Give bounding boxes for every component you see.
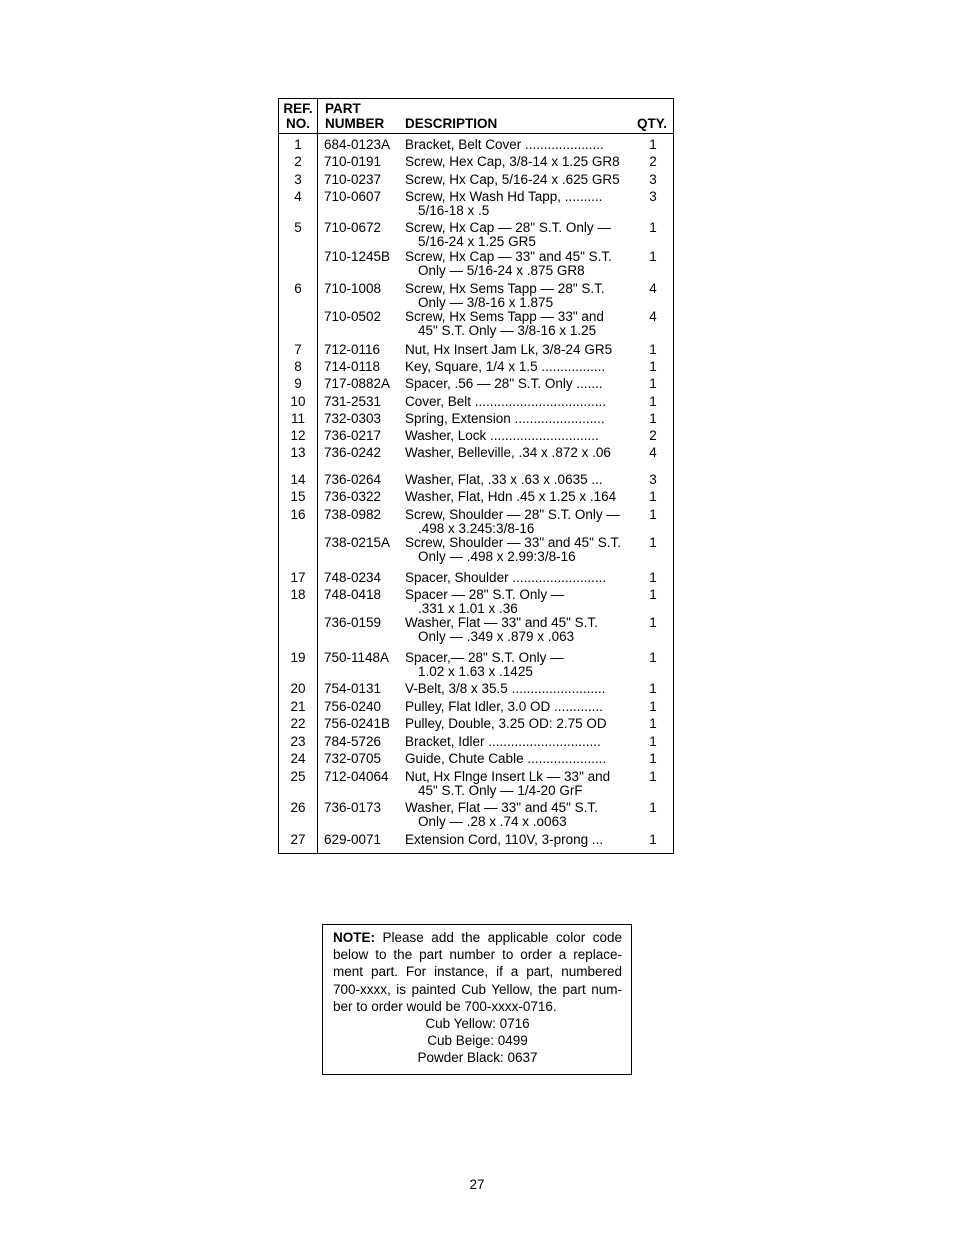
part-number: 710-0191 — [324, 154, 382, 169]
ref-number: 18 — [290, 587, 306, 602]
description-continuation: Only — 3/8-16 x 1.875 — [418, 295, 554, 310]
part-description — [405, 682, 640, 696]
description-line: Bracket, Belt Cover ..................... — [405, 137, 604, 152]
ref-number: 24 — [290, 751, 306, 766]
description-continuation: .498 x 3.245:3/8-16 — [418, 521, 535, 536]
column-divider — [317, 99, 318, 853]
quantity: 3 — [649, 172, 657, 187]
description-line: Spring, Extension ........................ — [405, 411, 605, 426]
ref-number: 16 — [290, 507, 306, 522]
description-continuation: 5/16-18 x .5 — [418, 203, 490, 218]
part-number: 748-0234 — [324, 570, 382, 585]
quantity: 1 — [649, 699, 657, 714]
description-continuation: Only — .498 x 2.99:3/8-16 — [418, 549, 576, 564]
quantity: 1 — [649, 832, 657, 847]
ref-number: 11 — [290, 411, 305, 426]
ref-number: 5 — [294, 220, 302, 235]
description-line: Pulley, Flat Idler, 3.0 OD ............. — [405, 699, 603, 714]
part-description — [405, 752, 640, 766]
note-box — [322, 924, 632, 1075]
part-number: 738-0982 — [324, 507, 382, 522]
part-description — [405, 770, 640, 798]
description-continuation: Only — 5/16-24 x .875 GR8 — [418, 263, 585, 278]
description-line: Screw, Hx Sems Tapp — 33" and — [405, 309, 604, 324]
description-continuation: 45" S.T. Only — 1/4-20 GrF — [418, 783, 583, 798]
header-part-line1: PART — [325, 101, 361, 116]
description-line: Nut, Hx Flnge Insert Lk — 33" and — [405, 769, 611, 784]
description-line: Spacer — 28" S.T. Only — — [405, 587, 565, 602]
quantity: 1 — [649, 394, 657, 409]
part-description — [405, 571, 640, 585]
part-number: 710-0237 — [324, 172, 382, 187]
header-description: DESCRIPTION — [405, 116, 498, 131]
ref-number: 2 — [294, 154, 302, 169]
quantity: 1 — [649, 570, 657, 585]
quantity: 1 — [649, 587, 657, 602]
ref-number: 26 — [290, 800, 306, 815]
description-line: Washer, Flat, Hdn .45 x 1.25 x .164 — [405, 489, 617, 504]
quantity: 3 — [649, 189, 657, 204]
part-number: 710-0502 — [324, 309, 382, 324]
part-number: 754-0131 — [324, 681, 382, 696]
page-number: 27 — [469, 1177, 485, 1192]
part-number: 736-0322 — [324, 489, 382, 504]
description-continuation: 5/16-24 x 1.25 GR5 — [418, 234, 536, 249]
part-description — [405, 473, 640, 487]
description-line: Cover, Belt ................................... — [405, 394, 607, 409]
part-description — [405, 735, 640, 749]
part-description — [405, 717, 640, 731]
part-description — [405, 173, 640, 187]
ref-number: 20 — [290, 681, 306, 696]
quantity: 4 — [649, 445, 657, 460]
quantity: 1 — [649, 535, 657, 550]
description-continuation: .331 x 1.01 x .36 — [418, 601, 518, 616]
part-description — [405, 536, 640, 564]
ref-number: 3 — [294, 172, 302, 187]
description-line: Washer, Flat, .33 x .63 x .0635 ... — [405, 472, 603, 487]
ref-number: 19 — [290, 650, 306, 665]
quantity: 1 — [649, 342, 657, 357]
part-number: 736-0264 — [324, 472, 382, 487]
part-description — [405, 221, 640, 249]
ref-number: 9 — [294, 376, 302, 391]
description-continuation: 1.02 x 1.63 x .1425 — [418, 664, 533, 679]
part-number: 710-0607 — [324, 189, 382, 204]
ref-number: 13 — [290, 445, 306, 460]
quantity: 1 — [649, 751, 657, 766]
part-description — [405, 377, 640, 391]
ref-number: 25 — [290, 769, 306, 784]
description-line: Screw, Hex Cap, 3/8-14 x 1.25 GR8 — [405, 154, 620, 169]
ref-number: 8 — [294, 359, 302, 374]
part-description — [405, 833, 640, 847]
part-description — [405, 508, 640, 536]
color-code-black: Powder Black: 0637 — [417, 1050, 538, 1066]
description-line: Nut, Hx Insert Jam Lk, 3/8-24 GR5 — [405, 342, 613, 357]
part-number: 756-0241B — [324, 716, 391, 731]
ref-number: 27 — [290, 832, 306, 847]
ref-number: 10 — [290, 394, 306, 409]
description-line: Screw, Hx Sems Tapp — 28" S.T. — [405, 281, 605, 296]
color-code-yellow: Cub Yellow: 0716 — [425, 1016, 530, 1032]
description-line: Screw, Shoulder — 28" S.T. Only — — [405, 507, 620, 522]
ref-number: 14 — [290, 472, 306, 487]
quantity: 1 — [649, 769, 657, 784]
part-number: 717-0882A — [324, 376, 391, 391]
ref-number: 23 — [290, 734, 306, 749]
quantity: 1 — [649, 681, 657, 696]
header-part-number — [325, 101, 384, 131]
ref-number: 4 — [294, 189, 302, 204]
part-number: 629-0071 — [324, 832, 382, 847]
part-number: 732-0705 — [324, 751, 382, 766]
ref-number: 21 — [290, 699, 306, 714]
part-description — [405, 395, 640, 409]
part-description — [405, 588, 640, 616]
description-line: Extension Cord, 110V, 3-prong ... — [405, 832, 604, 847]
quantity: 4 — [649, 281, 657, 296]
part-description — [405, 190, 640, 218]
quantity: 3 — [649, 472, 657, 487]
part-number: 712-04064 — [324, 769, 389, 784]
description-line: Spacer,— 28" S.T. Only — — [405, 650, 564, 665]
note-text: Please add the applicable color code below to the part number to order a replace-ment part. For instance, if a part, numbered 700-xxxx, is painted Cub Yellow, the part num-ber to order would be 700-xxxx-0716. — [333, 930, 622, 1014]
part-number: 731-2531 — [324, 394, 382, 409]
quantity: 1 — [649, 734, 657, 749]
part-number: 748-0418 — [324, 587, 382, 602]
part-number: 714-0118 — [324, 359, 381, 374]
description-line: Spacer, Shoulder ......................... — [405, 570, 607, 585]
header-ref — [279, 101, 317, 131]
part-number: 784-5726 — [324, 734, 382, 749]
quantity: 1 — [649, 615, 657, 630]
description-continuation: Only — .349 x .879 x .063 — [418, 629, 575, 644]
part-description — [405, 616, 640, 644]
part-number: 684-0123A — [324, 137, 391, 152]
description-line: Washer, Flat — 33" and 45" S.T. — [405, 615, 598, 630]
description-line: Screw, Hx Wash Hd Tapp, .......... — [405, 189, 603, 204]
part-description — [405, 310, 640, 338]
part-number: 738-0215A — [324, 535, 391, 550]
description-line: V-Belt, 3/8 x 35.5 ......................... — [405, 681, 606, 696]
ref-number: 17 — [290, 570, 306, 585]
part-description — [405, 700, 640, 714]
ref-number: 1 — [294, 137, 302, 152]
part-description — [405, 343, 640, 357]
part-description — [405, 155, 640, 169]
description-line: Guide, Chute Cable ..................... — [405, 751, 607, 766]
quantity: 1 — [649, 507, 657, 522]
part-number: 750-1148A — [324, 650, 390, 665]
description-line: Screw, Hx Cap — 28" S.T. Only — — [405, 220, 611, 235]
description-line: Key, Square, 1/4 x 1.5 ................. — [405, 359, 606, 374]
ref-number: 15 — [290, 489, 306, 504]
part-number: 756-0240 — [324, 699, 382, 714]
part-number: 710-1008 — [324, 281, 382, 296]
part-description — [405, 138, 640, 152]
quantity: 4 — [649, 309, 657, 324]
header-ref-line1: REF. — [283, 101, 313, 116]
description-continuation: Only — .28 x .74 x .o063 — [418, 814, 567, 829]
header-qty: QTY. — [637, 116, 668, 131]
header-ref-line2: NO. — [285, 116, 310, 131]
quantity: 1 — [649, 376, 657, 391]
color-code-beige: Cub Beige: 0499 — [427, 1033, 528, 1049]
part-number: 712-0116 — [324, 342, 381, 357]
header-part-line2: NUMBER — [325, 116, 385, 131]
description-line: Screw, Shoulder — 33" and 45" S.T. — [405, 535, 621, 550]
quantity: 1 — [649, 489, 657, 504]
part-description — [405, 250, 640, 278]
ref-number: 22 — [290, 716, 306, 731]
ref-number: 12 — [290, 428, 306, 443]
part-description — [405, 360, 640, 374]
quantity: 1 — [649, 716, 657, 731]
quantity: 1 — [649, 249, 657, 264]
quantity: 1 — [649, 220, 657, 235]
note-paragraph — [333, 929, 622, 1015]
description-continuation: 45" S.T. Only — 3/8-16 x 1.25 — [418, 323, 597, 338]
part-description — [405, 490, 640, 504]
ref-number: 6 — [294, 281, 302, 296]
part-number: 736-0159 — [324, 615, 382, 630]
quantity: 1 — [649, 800, 657, 815]
quantity: 1 — [649, 137, 657, 152]
part-number: 736-0217 — [324, 428, 382, 443]
description-line: Washer, Flat — 33" and 45" S.T. — [405, 800, 598, 815]
description-line: Bracket, Idler .............................. — [405, 734, 601, 749]
ref-number: 7 — [294, 342, 302, 357]
description-line: Washer, Belleville, .34 x .872 x .06 — [405, 445, 611, 460]
description-line: Screw, Hx Cap, 5/16-24 x .625 GR5 — [405, 172, 620, 187]
part-description — [405, 429, 640, 443]
part-description — [405, 651, 640, 679]
description-line: Screw, Hx Cap — 33" and 45" S.T. — [405, 249, 612, 264]
part-number: 710-1245B — [324, 249, 391, 264]
quantity: 1 — [649, 650, 657, 665]
quantity: 1 — [649, 359, 657, 374]
part-description — [405, 801, 640, 829]
quantity: 2 — [649, 428, 657, 443]
parts-table — [278, 98, 674, 854]
quantity: 2 — [649, 154, 657, 169]
note-label: NOTE: — [333, 930, 375, 945]
header-divider — [279, 133, 673, 134]
part-number: 732-0303 — [324, 411, 382, 426]
description-line: Washer, Lock ............................. — [405, 428, 599, 443]
part-description — [405, 412, 640, 426]
part-number: 710-0672 — [324, 220, 382, 235]
description-line: Spacer, .56 — 28" S.T. Only ....... — [405, 376, 603, 391]
part-number: 736-0242 — [324, 445, 382, 460]
quantity: 1 — [649, 411, 657, 426]
description-line: Pulley, Double, 3.25 OD: 2.75 OD — [405, 716, 607, 731]
part-number: 736-0173 — [324, 800, 382, 815]
part-description — [405, 446, 640, 460]
part-description — [405, 282, 640, 310]
